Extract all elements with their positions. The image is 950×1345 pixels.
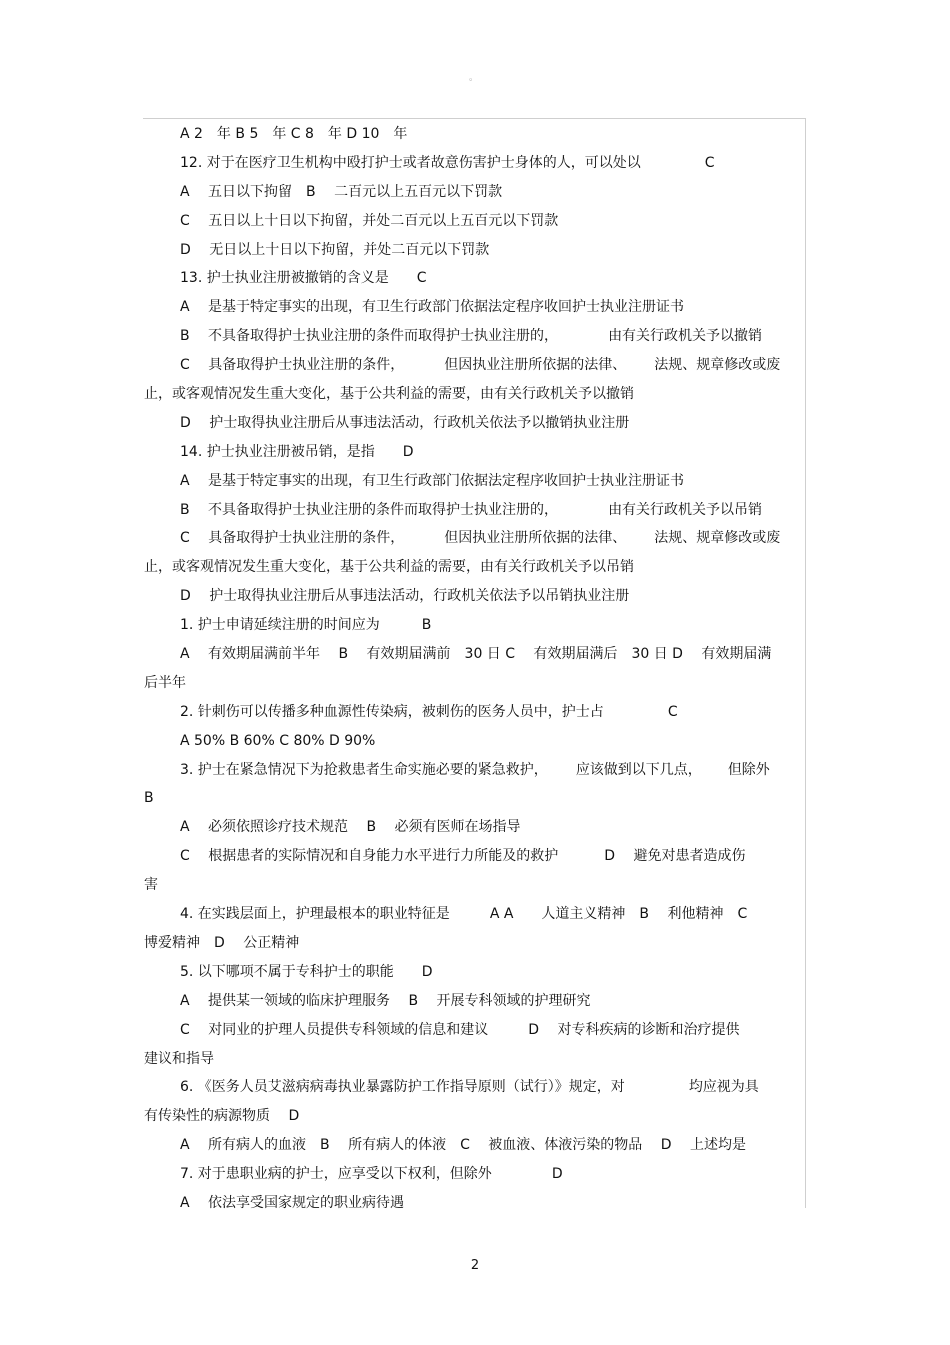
text-line: [144, 1102, 804, 1131]
text-segment: D 护士取得执业注册后从事违法活动，行政机关依法予以吊销执业注册: [180, 588, 630, 605]
header-mark: 。: [469, 73, 479, 83]
text-segment: 13. 护士执业注册被撤销的含义是 C: [180, 270, 427, 287]
text-segment: 应该做到以下几点，: [575, 761, 702, 778]
text-segment: 法规、规章修改或废: [654, 357, 781, 374]
text-line: [144, 1131, 804, 1160]
text-line: [144, 409, 804, 438]
text-segment: 但除外: [727, 761, 770, 778]
text-line: [144, 958, 804, 987]
text-segment: B 不具备取得护士执业注册的条件而取得护士执业注册的，: [180, 501, 559, 518]
text-line: [144, 149, 804, 178]
text-line: [144, 929, 804, 958]
text-segment: 1. 护士申请延续注册的时间应为 B: [180, 617, 432, 634]
text-segment: 6. 《医务人员艾滋病病毒执业暴露防护工作指导原则（试行）》规定，对: [180, 1079, 625, 1096]
text-segment: 但因执业注册所依据的法律、: [444, 530, 627, 547]
text-line: [144, 1189, 804, 1218]
text-line: [144, 236, 804, 265]
text-line: [144, 987, 804, 1016]
text-segment: D 无日以上十日以下拘留，并处二百元以下罚款: [180, 241, 490, 258]
text-line: [144, 467, 804, 496]
text-line: [144, 1016, 804, 1045]
text-line: [144, 178, 804, 207]
text-line: [144, 813, 804, 842]
text-line: [144, 698, 804, 727]
text-segment: A 是基于特定事实的出现，有卫生行政部门依据法定程序收回护士执业注册证书: [180, 472, 685, 489]
text-segment: A 依法享受国家规定的职业病待遇: [180, 1194, 405, 1211]
text-segment: C 具备取得护士执业注册的条件，: [180, 357, 405, 374]
text-line: [144, 207, 804, 236]
text-segment: 12. 对于在医疗卫生机构中殴打护士或者故意伤害护士身体的人，可以处以: [180, 154, 641, 171]
text-segment: B 不具备取得护士执业注册的条件而取得护士执业注册的，: [180, 328, 559, 345]
text-segment: 由有关行政机关予以吊销: [608, 501, 763, 518]
text-segment: 由有关行政机关予以撤销: [608, 328, 763, 345]
text-line: [144, 900, 804, 929]
text-line: [144, 640, 804, 669]
document-body: [144, 120, 804, 1218]
text-line: [144, 842, 804, 871]
text-line: [144, 1160, 804, 1189]
text-segment: C: [667, 703, 678, 720]
text-line: [144, 727, 804, 756]
text-segment: D 避免对患者造成伤: [604, 848, 746, 865]
text-segment: A 所有病人的血液 B 所有病人的体液 C 被血液、体液污染的物品 D 上述均是: [180, 1137, 746, 1154]
text-line: [144, 351, 804, 380]
text-segment: 后半年: [144, 674, 186, 691]
text-segment: A 必须依照诊疗技术规范 B 必须有医师在场指导: [180, 819, 521, 836]
text-segment: 有传染性的病源物质 D: [144, 1108, 300, 1125]
text-segment: A 提供某一领域的临床护理服务 B 开展专科领域的护理研究: [180, 992, 591, 1009]
text-line: [144, 582, 804, 611]
text-line: [144, 756, 804, 785]
text-segment: 均应视为具: [688, 1079, 759, 1096]
text-line: [144, 1073, 804, 1102]
text-segment: A 50% B 60% C 80% D 90%: [180, 732, 376, 749]
text-segment: C 对同业的护理人员提供专科领域的信息和建议: [180, 1021, 489, 1038]
text-segment: 止，或客观情况发生重大变化，基于公共利益的需要，由有关行政机关予以撤销: [144, 386, 634, 403]
text-segment: A 2 年 B 5 年 C 8 年 D 10 年: [180, 126, 408, 142]
text-segment: D 对专科疾病的诊断和治疗提供: [528, 1021, 740, 1038]
text-segment: 法规、规章修改或废: [654, 530, 781, 547]
text-segment: A 有效期届满前半年 B 有效期届满前 30 日 C 有效期届满后 30 日 D 有效期届满: [180, 646, 772, 663]
text-line: [144, 264, 804, 293]
text-line: [144, 524, 804, 553]
page-number: 2: [470, 1258, 480, 1273]
text-segment: 博爱精神 D 公正精神: [144, 934, 300, 951]
text-line: [144, 322, 804, 351]
text-line: [144, 553, 804, 582]
text-line: [144, 669, 804, 698]
text-segment: C 根据患者的实际情况和自身能力水平进行力所能及的救护: [180, 848, 559, 865]
text-segment: 7. 对于患职业病的护士，应享受以下权利，但除外: [180, 1166, 492, 1183]
text-segment: 建议和指导: [144, 1050, 214, 1067]
text-segment: 害: [144, 877, 158, 894]
text-line: [144, 438, 804, 467]
text-line: [144, 1045, 804, 1074]
text-segment: 但因执业注册所依据的法律、: [444, 357, 627, 374]
text-segment: 止，或客观情况发生重大变化，基于公共利益的需要，由有关行政机关予以吊销: [144, 559, 634, 576]
text-segment: 2. 针刺伤可以传播多种血源性传染病，被刺伤的医务人员中，护士占: [180, 703, 604, 720]
text-segment: D 护士取得执业注册后从事违法活动，行政机关依法予以撤销执业注册: [180, 414, 630, 431]
text-segment: A 是基于特定事实的出现，有卫生行政部门依据法定程序收回护士执业注册证书: [180, 299, 685, 316]
text-segment: C 五日以上十日以下拘留，并处二百元以上五百元以下罚款: [180, 212, 559, 229]
text-line: [144, 784, 804, 813]
text-segment: B: [144, 790, 154, 807]
text-segment: 4. 在实践层面上，护理最根本的职业特征是: [180, 906, 450, 923]
text-line: [144, 380, 804, 409]
text-segment: 5. 以下哪项不属于专科护士的职能 D: [180, 963, 433, 980]
text-segment: 3. 护士在紧急情况下为抢救患者生命实施必要的紧急救护，: [180, 761, 548, 778]
text-line: [144, 871, 804, 900]
text-segment: A 五日以下拘留 B 二百元以上五百元以下罚款: [180, 183, 503, 200]
text-segment: 14. 护士执业注册被吊销，是指 D: [180, 443, 414, 460]
text-line: [144, 120, 804, 149]
text-line: [144, 496, 804, 525]
text-segment: A A 人道主义精神 B 利他精神 C: [489, 906, 748, 923]
text-segment: C: [704, 154, 715, 171]
text-segment: C 具备取得护士执业注册的条件，: [180, 530, 405, 547]
text-segment: D: [551, 1166, 563, 1183]
text-line: [144, 293, 804, 322]
text-line: [144, 611, 804, 640]
